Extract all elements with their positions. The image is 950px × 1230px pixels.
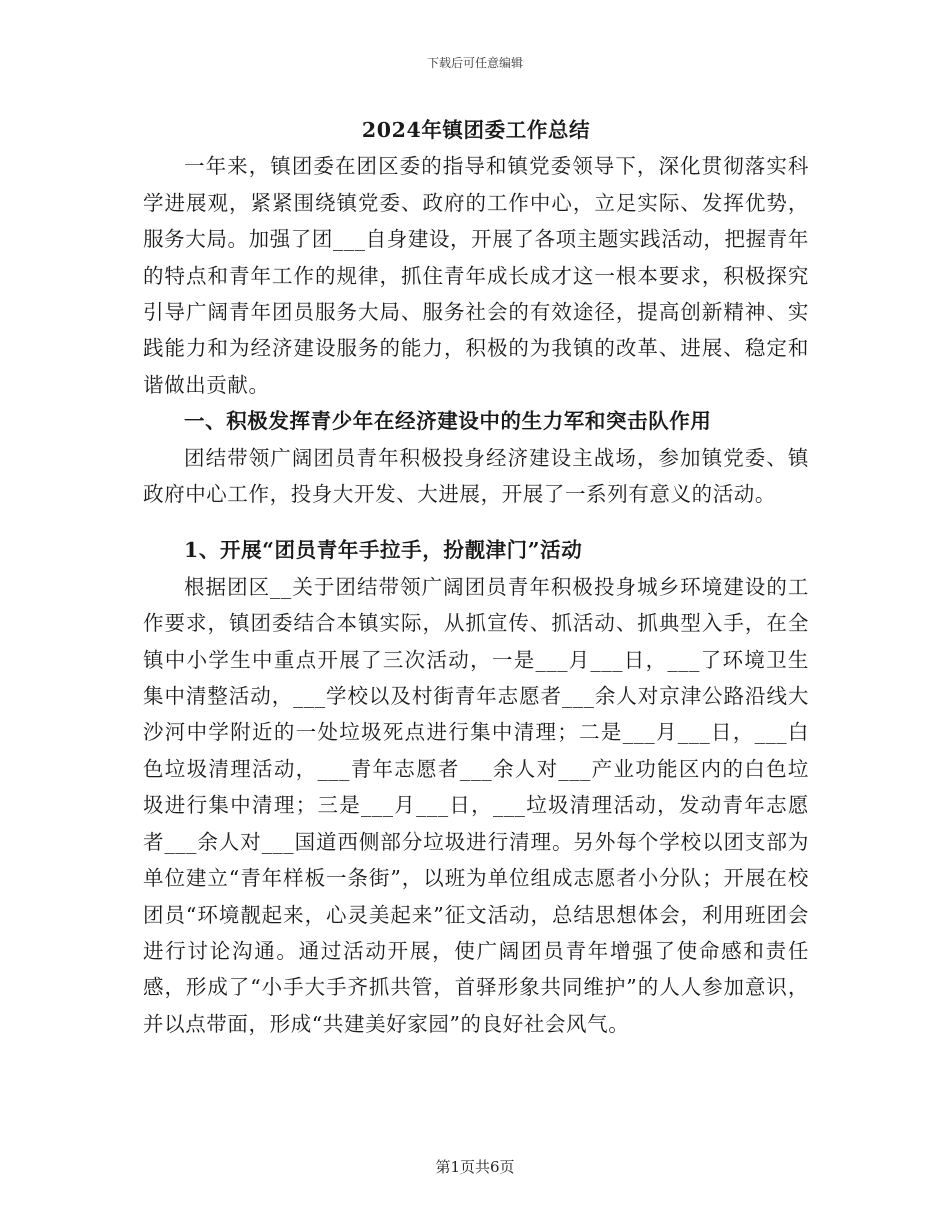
document-title: 2024年镇团委工作总结 [361, 118, 591, 142]
subsection-1-heading: 1、开展“团员青年手拉手，扮靓津门”活动 [184, 538, 583, 563]
header-note: 下载后可任意编辑 [426, 56, 523, 70]
document-body [143, 112, 809, 1042]
subsection-1-paragraph: 根据团区__关于团结带领广阔团员青年积极投身城乡环境建设的工作要求，镇团委结合本镇实际，从抓宣传、抓活动、抓典型入手，在全镇中小学生中重点开展了三次活动，一是___月___日，___了环境卫生集中清整活动，___学校以及村街青年志愿者___余人对京津公路沿线大沙河中学附近的一处垃圾死点进行集中清理；二是___月___日，___白色垃圾清理活动，___青年志愿者___余人对___产业功能区内的白色垃圾进行集中清理；三是___月___日，___垃圾清理活动，发动青年志愿者___余人对___国道西侧部分垃圾进行清理。另外每个学校以团支部为单位建立“青年样板一条街”，以班为单位组成志愿者小分队；开展在校团员“环境靓起来，心灵美起来”征文活动，总结思想体会，利用班团会进行讨论沟通。通过活动开展，使广阔团员青年增强了使命感和责任感，形成了“小手大手齐抓共管，首驿形象共同维护”的人人参加意识，并以点带面，形成“共建美好家园”的良好社会风气。 [143, 574, 809, 1036]
paragraph-gap [143, 512, 809, 532]
intro-paragraph: 一年来，镇团委在团区委的指导和镇党委领导下，深化贯彻落实科学进展观，紧紧围绕镇党委、政府的工作中心，立足实际、发挥优势，服务大局。加强了团___自身建设，开展了各项主题实践活动，把握青年的特点和青年工作的规律，抓住青年成长成才这一根本要求，积极探究引导广阔青年团员服务大局、服务社会的有效途径，提高创新精神、实践能力和为经济建设服务的能力，积极的为我镇的改革、进展、稳定和谐做出贡献。 [143, 154, 809, 397]
page-footer: 第1页共6页 [435, 1158, 515, 1176]
section-1-paragraph: 团结带领广阔团员青年积极投身经济建设主战场，参加镇党委、镇政府中心工作，投身大开发、大进展，开展了一系列有意义的活动。 [143, 445, 809, 507]
section-1-heading: 一、积极发挥青少年在经济建设中的生力军和突击队作用 [184, 409, 712, 434]
